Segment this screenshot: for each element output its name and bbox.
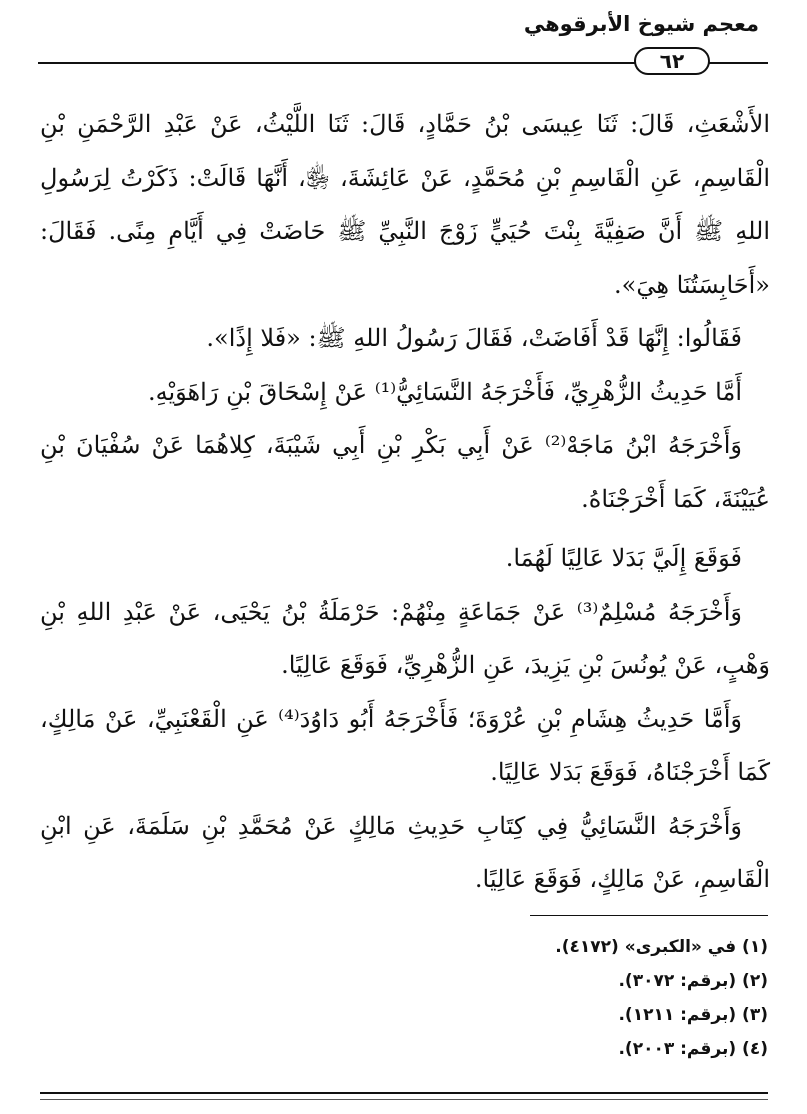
paragraph-5: فَوَقَعَ إِلَيَّ بَدَلا عَالِيًا لَهُمَا. [505,544,742,572]
paragraph-2: فَقَالُوا: إِنَّهَا قَدْ أَفَاضَتْ، فَقَالَ رَسُولُ اللهِ ﷺ: «فَلا إِذًا». [206,324,742,352]
footnote-4: (٤) (برقم: ٢٠٠٣). [618,1039,768,1059]
bottom-rule-thin [40,1099,768,1100]
footnote-2: (٢) (برقم: ٣٠٧٢). [618,971,768,991]
bottom-rule [40,1092,768,1094]
main-text [40,98,770,907]
footnote-1: (١) في «الكبرى» (٤١٧٢). [555,937,768,957]
footnote-separator [530,915,768,916]
page-number: ٦٢ [634,47,710,75]
footnotes [300,930,768,1066]
paragraph-3: أَمَّا حَدِيثُ الزُّهْرِيِّ، فَأَخْرَجَهُ النَّسَائِيُّ⁽¹⁾ عَنْ إِسْحَاقَ بْنِ رَاهَوَيْهِ. [147,377,742,406]
running-title: معجم شيوخ الأبرقوهي [523,12,759,36]
paragraph-7: وَأَمَّا حَدِيثُ هِشَامِ بْنِ عُرْوَةَ؛ فَأَخْرَجَهُ أَبُو دَاوُدَ⁽⁴⁾ عَنِ الْقَعْنَبِيِّ، عَنْ مَالِكٍ، كَمَا أَخْرَجْنَاهُ، فَوَقَعَ بَدَلا عَالِيًا. [40,704,770,786]
paragraph-4: وَأَخْرَجَهُ ابْنُ مَاجَهْ⁽²⁾ عَنْ أَبِي بَكْرِ بْنِ أَبِي شَيْبَةَ، كِلاهُمَا عَنْ سُفْيَانَ بْنِ عُيَيْنَةَ، كَمَا أَخْرَجْنَاهُ. [40,431,770,513]
paragraph-1: الأَشْعَثِ، قَالَ: ثَنَا عِيسَى بْنُ حَمَّادٍ، قَالَ: ثَنَا اللَّيْثُ، عَنْ عَبْدِ الرَّحْمَنِ بْنِ الْقَاسِمِ، عَنِ الْقَاسِمِ بْنِ مُحَمَّدٍ، عَنْ عَائِشَةَ، ﵂، أَنَّهَا قَالَتْ: ذَكَرْتُ لِرَسُولِ اللهِ ﷺ أَنَّ صَفِيَّةَ بِنْتَ حُيَيٍّ زَوْجَ النَّبِيِّ ﷺ حَاضَتْ فِي أَيَّامِ مِنًى. فَقَالَ: «أَحَابِسَتُنَا هِيَ». [40,110,770,299]
paragraph-6: وَأَخْرَجَهُ مُسْلِمٌ⁽³⁾ عَنْ جَمَاعَةٍ مِنْهُمْ: حَرْمَلَةُ بْنُ يَحْيَى، عَنْ عَبْدِ اللهِ بْنِ وَهْبٍ، عَنْ يُونُسَ بْنِ يَزِيدَ، عَنِ الزُّهْرِيِّ، فَوَقَعَ عَالِيًا. [40,597,770,679]
header-rule-right [704,62,768,64]
footnote-3: (٣) (برقم: ١٢١١). [618,1005,768,1025]
paragraph-8: وَأَخْرَجَهُ النَّسَائِيُّ فِي كِتَابِ حَدِيثِ مَالِكٍ عَنْ مُحَمَّدِ بْنِ سَلَمَةَ، عَنِ ابْنِ الْقَاسِمِ، عَنْ مَالِكٍ، فَوَقَعَ عَالِيًا. [40,811,770,893]
header-rule-left [38,62,642,64]
